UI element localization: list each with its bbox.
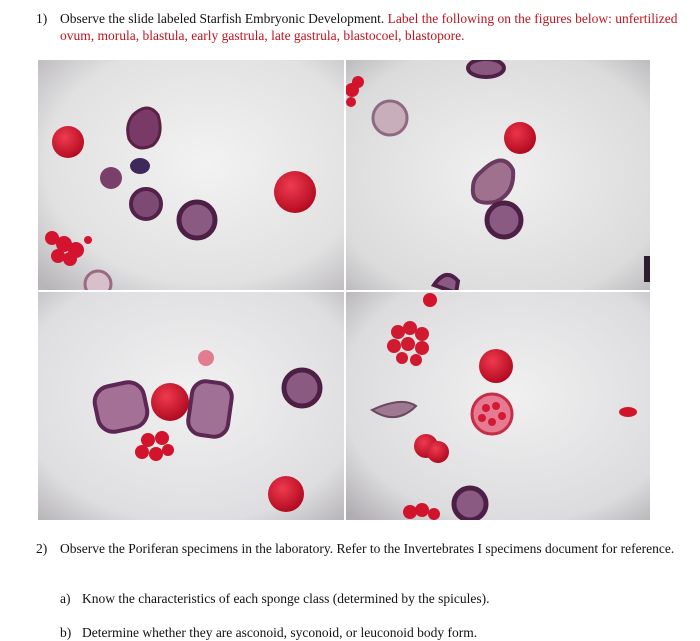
question-1-number: 1) [36,11,48,26]
micrograph-bottom-left-image [38,292,344,520]
micrograph-top-right [346,60,650,290]
question-2-item-a-letter: a) [60,591,71,606]
question-2-item-a-text: Know the characteristics of each sponge class (determined by the spicules). [82,591,490,606]
question-2-item-a [60,590,489,607]
micrograph-bottom-right [346,292,650,520]
question-1-body [60,10,688,44]
micrograph-top-right-image [346,60,650,290]
question-1-text: Observe the slide labeled Starfish Embryonic Development. [60,11,385,26]
question-1-instruction: Label the following on the figures below: unfertilized ovum, morula, blastula, early gastrula, late gastrula, blastocoel, blastopore. [60,11,678,43]
question-2-item-b-letter: b) [60,625,72,640]
question-2-number: 2) [36,541,48,556]
micrograph-top-left-image [38,60,344,290]
micrograph-bottom-left [38,292,344,520]
question-2-item-b [60,624,477,641]
micrograph-bottom-right-image [346,292,650,520]
question-2-text: Observe the Poriferan specimens in the laboratory. Refer to the Invertebrates I specimens document for reference. [60,541,675,556]
micrograph-top-left [38,60,344,290]
question-2-item-b-text: Determine whether they are asconoid, syconoid, or leuconoid body form. [82,625,478,640]
